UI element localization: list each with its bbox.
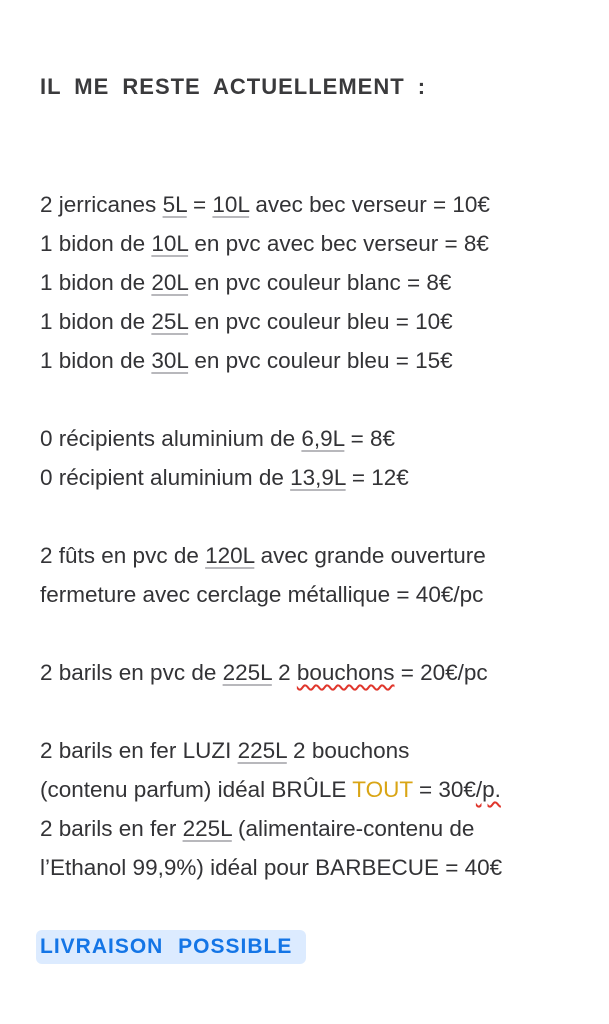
volume-link: 120L	[205, 543, 255, 568]
item-text: 1 bidon de	[40, 270, 152, 295]
item-line	[40, 307, 453, 337]
item-line	[40, 541, 486, 571]
item-text: l’Ethanol 99,9%) idéal pour BARBECUE = 40€	[40, 855, 503, 880]
item-text: 2	[271, 660, 297, 685]
misspelled-word: /p.	[475, 777, 501, 802]
volume-link: 10L	[151, 231, 189, 256]
volume-link: 5L	[162, 192, 187, 217]
highlighted-word: TOUT	[352, 777, 413, 802]
item-text: 2 barils en fer LUZI	[40, 738, 238, 763]
item-line	[40, 268, 451, 298]
item-line	[40, 775, 501, 805]
item-line	[40, 736, 409, 766]
item-line	[40, 580, 483, 610]
item-text: = 30€	[412, 777, 476, 802]
item-text: = 8€	[344, 426, 396, 451]
item-text: avec bec verseur = 10€	[249, 192, 490, 217]
volume-link: 30L	[151, 348, 189, 373]
item-text: 1 bidon de	[40, 231, 152, 256]
volume-link: 225L	[222, 660, 272, 685]
item-text: (contenu parfum) idéal BRÛLE	[40, 777, 353, 802]
volume-link: 6,9L	[301, 426, 345, 451]
item-line	[40, 229, 489, 259]
page-heading: IL ME RESTE ACTUELLEMENT :	[40, 74, 427, 99]
item-text: =	[186, 192, 213, 217]
item-text: en pvc couleur bleu = 10€	[188, 309, 453, 334]
item-text: (alimentaire-contenu de	[231, 816, 475, 841]
item-text: avec grande ouverture	[254, 543, 486, 568]
item-text: 2 jerricanes	[40, 192, 163, 217]
item-text: = 12€	[345, 465, 409, 490]
item-text: 2 barils en pvc de	[40, 660, 223, 685]
item-text: en pvc couleur bleu = 15€	[188, 348, 453, 373]
volume-link: 225L	[182, 816, 232, 841]
volume-link: 25L	[151, 309, 189, 334]
item-text: 2 bouchons	[286, 738, 410, 763]
item-text: = 20€/pc	[394, 660, 488, 685]
item-line	[40, 424, 395, 454]
item-text: 1 bidon de	[40, 348, 152, 373]
item-text: fermeture avec cerclage métallique = 40€/pc	[40, 582, 484, 607]
item-line	[40, 463, 409, 493]
item-line	[40, 814, 474, 844]
misspelled-word: bouchons	[296, 660, 395, 685]
item-text: en pvc avec bec verseur = 8€	[188, 231, 489, 256]
item-text: 0 récipients aluminium de	[40, 426, 302, 451]
item-line	[40, 658, 488, 688]
item-line	[40, 190, 490, 220]
item-text: 2 fûts en pvc de	[40, 543, 206, 568]
item-line	[40, 853, 502, 883]
volume-link: 10L	[212, 192, 250, 217]
item-text: 0 récipient aluminium de	[40, 465, 291, 490]
item-text: 1 bidon de	[40, 309, 152, 334]
item-text: 2 barils en fer	[40, 816, 183, 841]
volume-link: 225L	[237, 738, 287, 763]
item-line	[40, 346, 453, 376]
volume-link: 20L	[151, 270, 189, 295]
delivery-badge: LIVRAISON POSSIBLE	[36, 930, 306, 964]
item-text: en pvc couleur blanc = 8€	[188, 270, 452, 295]
volume-link: 13,9L	[290, 465, 346, 490]
